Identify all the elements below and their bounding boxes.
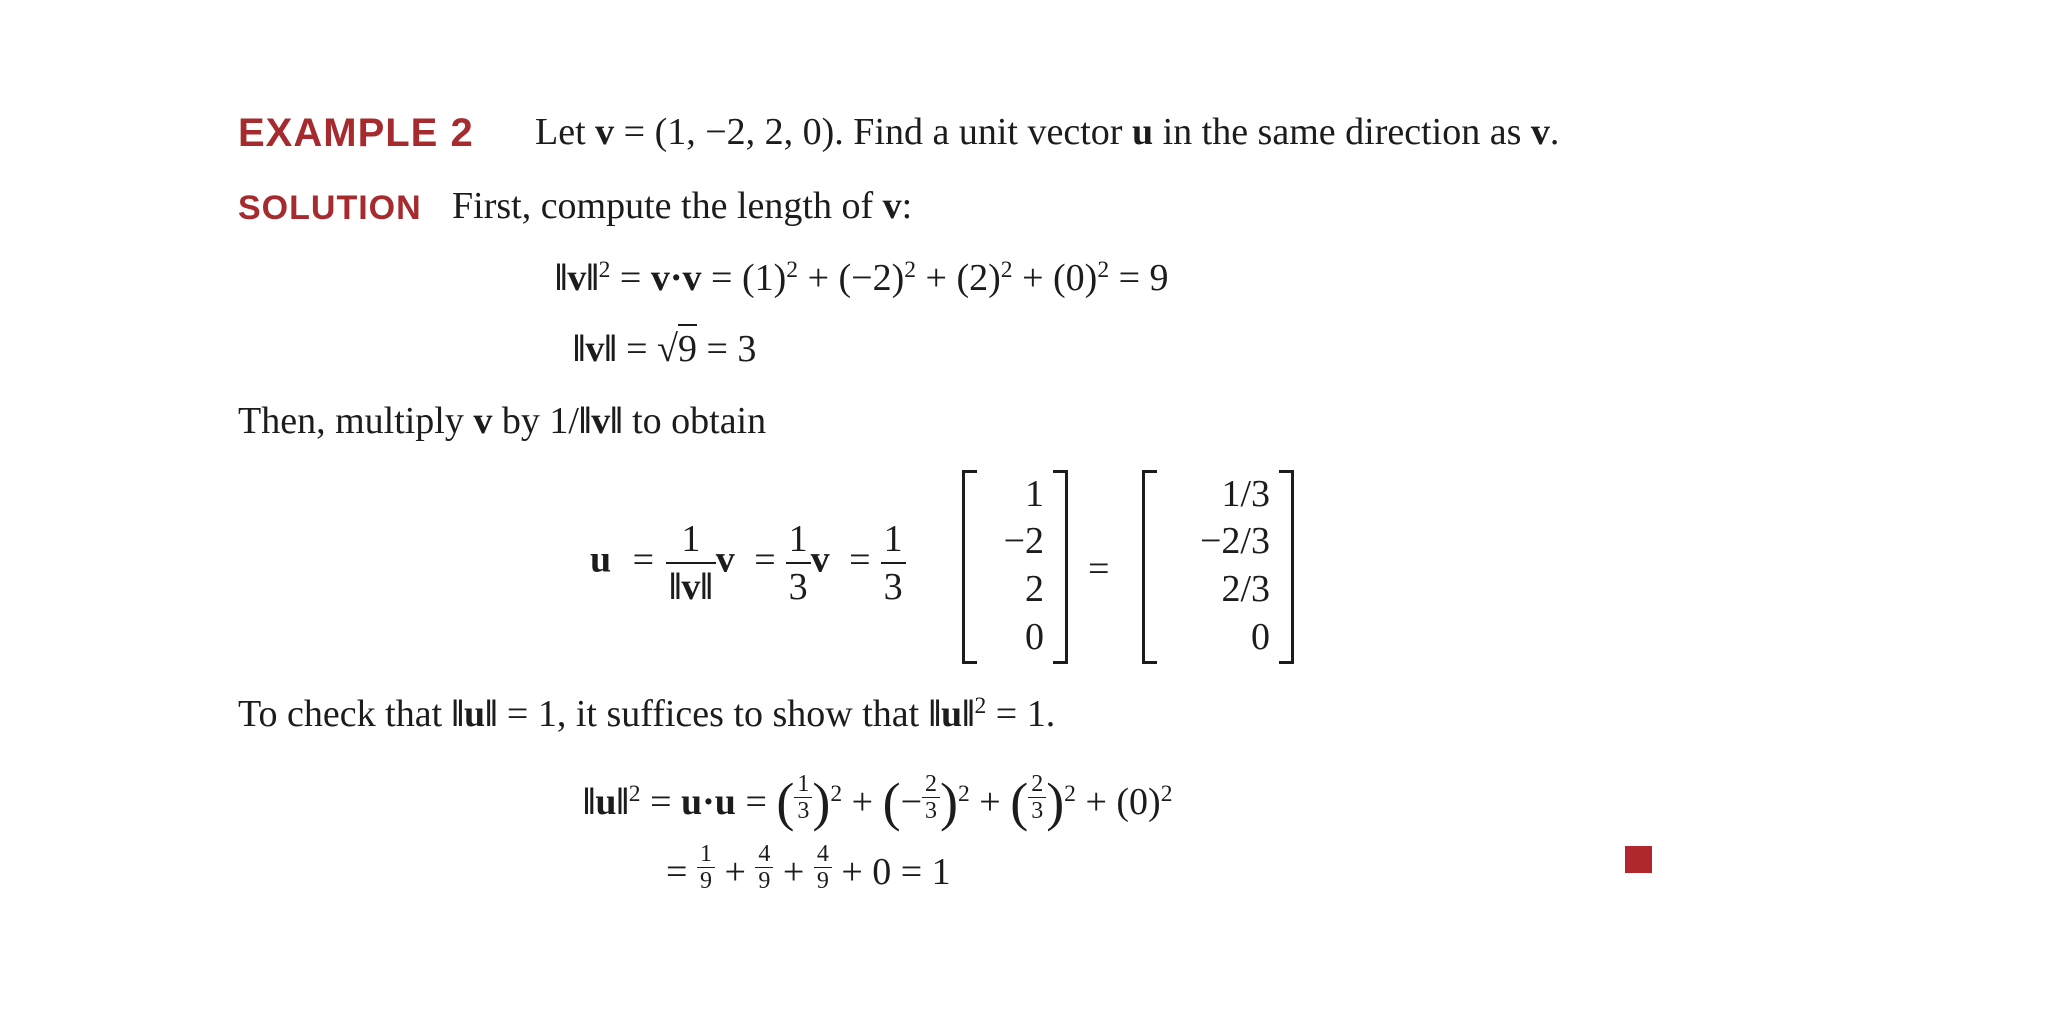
text-segment: by 1/ bbox=[492, 400, 579, 442]
vector-v: v bbox=[1530, 111, 1550, 153]
equals: = bbox=[610, 257, 651, 299]
example-statement bbox=[535, 113, 1559, 151]
vector-u: u bbox=[590, 538, 612, 581]
equals: = bbox=[640, 781, 681, 823]
u-dot-u: u·u bbox=[681, 781, 736, 823]
exponent: 2 bbox=[830, 781, 843, 808]
numerator: 2 bbox=[922, 772, 940, 798]
statement-let: Let bbox=[535, 111, 586, 153]
vector-entry: −2 bbox=[1003, 520, 1044, 562]
fraction bbox=[755, 842, 773, 893]
plus: + bbox=[969, 781, 1011, 823]
right-bracket bbox=[1279, 470, 1294, 664]
numerator: 4 bbox=[755, 842, 773, 868]
close-paren: ) bbox=[812, 772, 831, 832]
term: + (0) bbox=[1075, 781, 1161, 823]
equals: = bbox=[616, 328, 658, 370]
norm-v: ‖v‖ bbox=[555, 257, 599, 299]
tail: + 0 = 1 bbox=[831, 851, 951, 893]
then-text bbox=[238, 402, 766, 440]
vector-v: v bbox=[473, 400, 493, 442]
fraction bbox=[922, 772, 940, 823]
term: = (1) bbox=[701, 257, 787, 299]
left-bracket bbox=[1142, 470, 1157, 664]
denominator: 3 bbox=[788, 566, 808, 608]
vector-v: v bbox=[882, 185, 902, 227]
norm-u: ‖u‖ bbox=[451, 693, 498, 735]
open-paren: ( bbox=[776, 772, 795, 832]
denominator: 3 bbox=[1031, 798, 1044, 824]
plus: + bbox=[714, 851, 756, 893]
fraction bbox=[1028, 772, 1046, 823]
result: = 3 bbox=[696, 328, 757, 370]
vector-v: v bbox=[595, 111, 615, 153]
left-bracket bbox=[962, 470, 977, 664]
denominator bbox=[666, 564, 716, 606]
example-heading: EXAMPLE 2 bbox=[238, 111, 474, 155]
numerator: 2 bbox=[1028, 772, 1046, 798]
equals: = bbox=[754, 538, 776, 581]
exponent: 2 bbox=[1160, 781, 1173, 808]
v-dot-v: v·v bbox=[650, 257, 702, 299]
exponent: 2 bbox=[1000, 257, 1013, 284]
vector-entry: 0 bbox=[1025, 616, 1044, 658]
fraction bbox=[697, 842, 715, 893]
exponent: 2 bbox=[628, 781, 641, 808]
denominator: 9 bbox=[758, 868, 771, 894]
equals: = bbox=[735, 781, 777, 823]
denominator: 3 bbox=[925, 798, 937, 824]
term: + (0) bbox=[1012, 257, 1098, 299]
text-segment: = 1. bbox=[986, 693, 1056, 735]
open-paren: ( bbox=[1010, 772, 1029, 832]
right-bracket bbox=[1053, 470, 1068, 664]
sqrt-sign: √ bbox=[657, 328, 678, 370]
vector-entry: 0 bbox=[1251, 616, 1270, 658]
vector-entry: −2/3 bbox=[1200, 520, 1270, 562]
text-segment: to obtain bbox=[622, 400, 767, 442]
check-equation-2 bbox=[666, 842, 951, 893]
close-paren: ) bbox=[1046, 772, 1065, 832]
vector-entry: 2/3 bbox=[1221, 568, 1270, 610]
fraction bbox=[794, 772, 812, 823]
close-paren: ) bbox=[940, 772, 958, 832]
exponent: 2 bbox=[1064, 781, 1076, 808]
denominator: 3 bbox=[883, 566, 903, 608]
end-of-example-square bbox=[1625, 846, 1652, 873]
norm-v: ‖v‖ bbox=[669, 566, 713, 608]
denominator: 3 bbox=[797, 798, 810, 824]
norm-u: ‖u‖ bbox=[928, 693, 975, 735]
column-vector-u bbox=[1142, 470, 1294, 662]
open-paren: ( bbox=[882, 772, 901, 832]
plus: + bbox=[842, 781, 883, 823]
term: + (2) bbox=[916, 257, 1001, 299]
text-segment: To check that bbox=[238, 693, 452, 735]
equals: = bbox=[632, 538, 655, 581]
equals: = bbox=[666, 851, 697, 893]
text-segment: = 1, it suffices to show that bbox=[497, 693, 929, 735]
vector-u: u bbox=[1131, 111, 1154, 153]
vector-v: v bbox=[715, 538, 735, 581]
intro-colon: : bbox=[901, 185, 913, 227]
length-squared-equation bbox=[555, 259, 1169, 297]
result: = 9 bbox=[1109, 257, 1169, 299]
vector-entry: 1/3 bbox=[1221, 473, 1270, 515]
norm-u: ‖u‖ bbox=[583, 781, 629, 823]
solution-intro bbox=[452, 187, 912, 225]
radicand: 9 bbox=[678, 324, 697, 370]
exponent: 2 bbox=[957, 781, 970, 808]
numerator: 1 bbox=[794, 772, 812, 798]
exponent: 2 bbox=[786, 257, 799, 284]
term: + (−2) bbox=[798, 257, 905, 299]
length-equation bbox=[573, 330, 756, 368]
equals: = bbox=[849, 538, 871, 581]
statement-rest: in the same direction as bbox=[1153, 111, 1531, 153]
equals: = bbox=[1088, 548, 1110, 590]
check-equation-1 bbox=[583, 771, 1173, 832]
statement-end: . bbox=[1549, 111, 1560, 153]
numerator: 1 bbox=[697, 842, 715, 868]
denominator: 9 bbox=[699, 868, 712, 894]
exponent: 2 bbox=[598, 257, 611, 284]
vector-entry: 2 bbox=[1025, 568, 1044, 610]
exponent: 2 bbox=[904, 257, 917, 284]
numerator: 4 bbox=[814, 842, 832, 868]
fraction bbox=[786, 520, 811, 606]
numerator: 1 bbox=[666, 520, 716, 564]
solution-heading: SOLUTION bbox=[238, 189, 422, 227]
check-text bbox=[238, 695, 1055, 733]
denominator: 9 bbox=[816, 868, 829, 894]
fraction bbox=[666, 520, 716, 606]
vector-entry: 1 bbox=[1025, 473, 1044, 515]
numerator: 1 bbox=[786, 520, 811, 564]
text-segment: Then, multiply bbox=[238, 400, 474, 442]
exponent: 2 bbox=[974, 693, 987, 720]
vector-v: v bbox=[810, 538, 830, 581]
norm-v: ‖v‖ bbox=[573, 328, 617, 370]
statement-def: = (1, −2, 2, 0). Find a unit vector bbox=[614, 111, 1132, 153]
norm-v: ‖v‖ bbox=[578, 400, 623, 442]
column-vector-v bbox=[962, 470, 1068, 662]
intro-text: First, compute the length of bbox=[452, 185, 883, 227]
numerator: 1 bbox=[881, 520, 906, 564]
fraction bbox=[814, 842, 832, 893]
fraction bbox=[881, 520, 906, 606]
unit-vector-equation bbox=[590, 520, 906, 606]
minus-sign: − bbox=[900, 781, 922, 823]
exponent: 2 bbox=[1097, 257, 1110, 284]
plus: + bbox=[773, 851, 814, 893]
